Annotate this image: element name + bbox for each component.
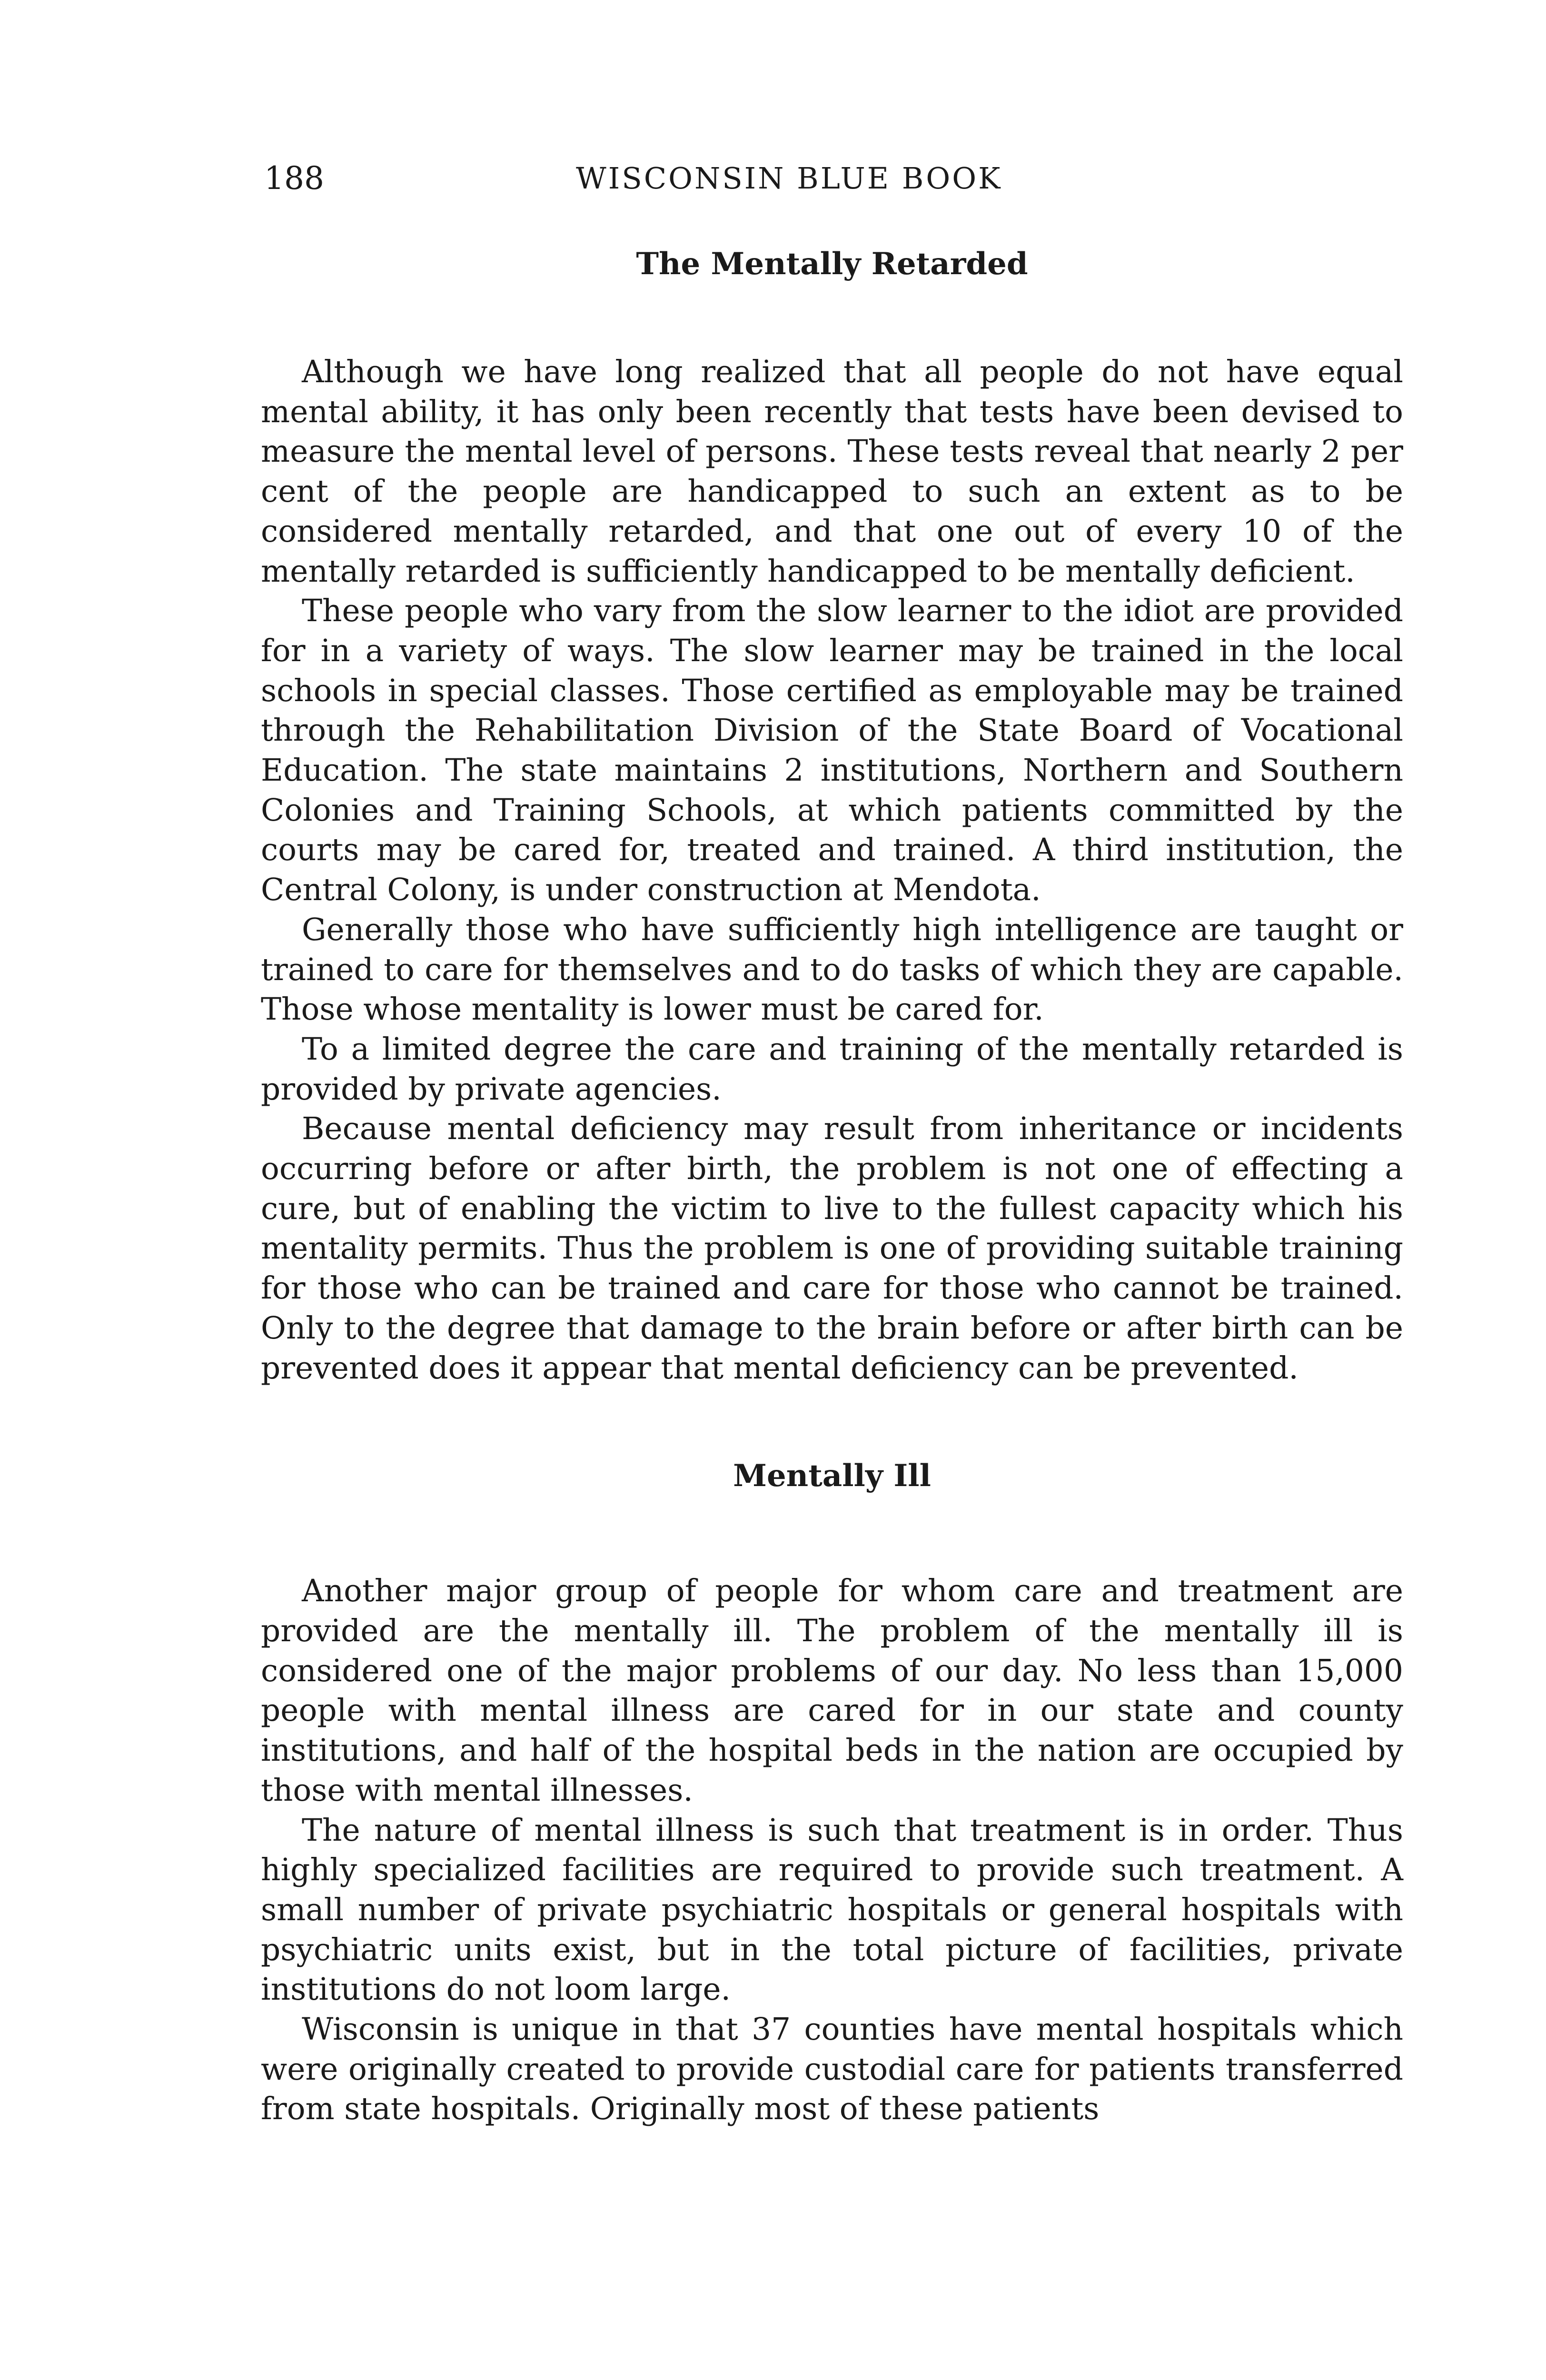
page-number: 188 bbox=[264, 160, 324, 197]
paragraph: Wisconsin is unique in that 37 counties have mental hospitals which were originally created to provide custodial care for patients transferred from state hospitals. Originally most of these patients bbox=[261, 2012, 1403, 2127]
section-mentally-retarded bbox=[261, 243, 1403, 1388]
section-mentally-ill bbox=[261, 1455, 1403, 2129]
running-title: WISCONSIN BLUE BOOK bbox=[576, 161, 1002, 196]
paragraph: The nature of mental illness is such that treatment is in order. Thus highly specialized facilities are required to provide such treatment. A small number of private psychiatric hospitals or general hospitals with psychiatric units exist, but in the total picture of facilities, private institutions do not loom large. bbox=[261, 1812, 1403, 2008]
section-heading: Mentally Ill bbox=[733, 1458, 931, 1494]
paragraph: Generally those who have sufficiently high intelligence are taught or trained to care for themselves and to do tasks of which they are capable. Those whose mentality is lower must be cared for. bbox=[261, 912, 1403, 1028]
paragraph: To a limited degree the care and training of the mentally retarded is provided by private agencies. bbox=[261, 1031, 1403, 1107]
paragraph: Another major group of people for whom care and treatment are provided are the mentally ill. The problem of the mentally ill is considered one of the major problems of our day. No less than 15,000 people with mental illness are cared for in our state and county institutions, and half of the hospital beds in the nation are occupied by those with mental illnesses. bbox=[261, 1573, 1403, 1808]
section-heading: The Mentally Retarded bbox=[636, 246, 1028, 282]
text-column bbox=[261, 243, 1403, 2129]
paragraph: Although we have long realized that all people do not have equal mental ability, it has only been recently that tests have been devised to measure the mental level of persons. These tests reveal that nearly 2 per cent of the people are handicapped to such an extent as to be considered mentally retarded, and that one out of every 10 of the mentally retarded is sufficiently handicapped to be mentally deficient. bbox=[261, 354, 1403, 589]
paragraph: Because mental deficiency may result from inheritance or incidents occurring before or after birth, the problem is not one of effecting a cure, but of enabling the victim to live to the fullest capacity which his mentality permits. Thus the problem is one of providing suitable training for those who can be trained and care for those who cannot be trained. Only to the degree that damage to the brain before or after birth can be prevented does it appear that mental deficiency can be prevented. bbox=[261, 1111, 1403, 1386]
paragraph: These people who vary from the slow learner to the idiot are provided for in a variety of ways. The slow learner may be trained in the local schools in special classes. Those certified as employable may be trained through the Rehabilitation Division of the State Board of Vocational Education. The state maintains 2 institutions, Northern and Southern Colonies and Training Schools, at which patients committed by the courts may be cared for, treated and trained. A third institution, the Central Colony, is under construction at Mendota. bbox=[261, 593, 1403, 908]
running-header bbox=[0, 155, 1546, 202]
